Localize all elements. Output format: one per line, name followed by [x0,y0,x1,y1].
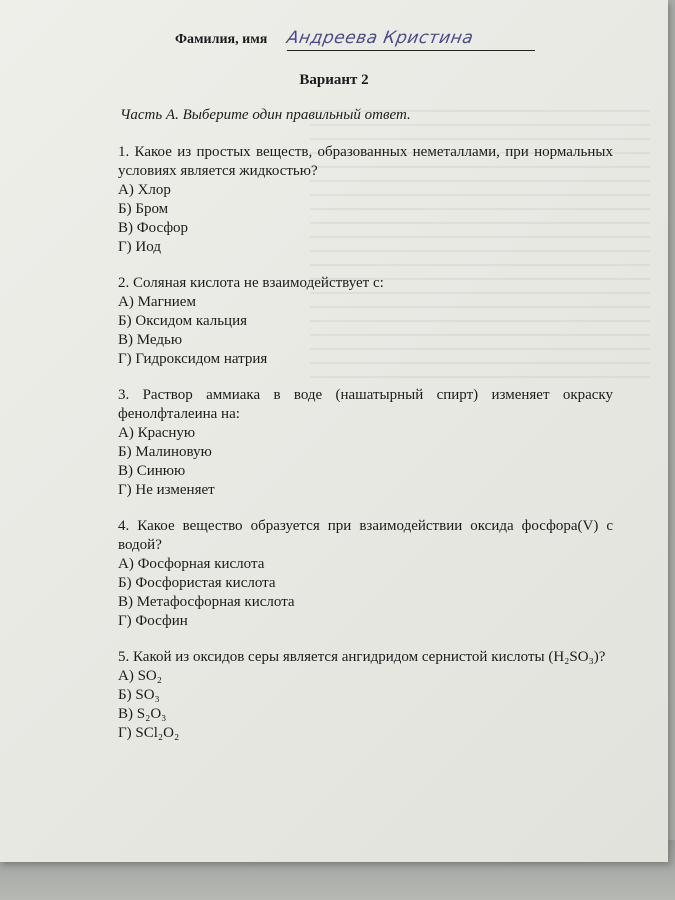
question-2 [118,274,613,369]
answer-option: А) Хлор [118,182,171,198]
answer-option: А) Магнием [118,294,196,310]
answer-option: В) S₂O₃ [118,706,167,722]
answer-option: Б) Бром [118,201,169,217]
name-label: Фамилия, имя [175,32,268,47]
question-text: 2. Соляная кислота не взаимодействует с: [118,275,384,291]
answer-option: А) Красную [118,425,196,441]
answer-option: Г) Гидроксидом натрия [118,351,268,367]
answer-option: В) Фосфор [118,220,189,236]
questions-list [118,143,613,760]
question-4 [118,517,613,631]
answer-option: А) Фосфорная кислота [118,556,265,572]
variant-title: Вариант 2 [299,72,369,88]
question-1 [118,143,613,257]
answer-option: В) Медью [118,332,183,348]
question-text: 5. Какой из оксидов серы является ангидридом сернистой кислоты (H₂SO₃)? [118,649,606,665]
answer-option: Б) SO₃ [118,687,160,703]
answer-option: Г) Не изменяет [118,482,215,498]
answer-option: Б) Малиновую [118,444,212,460]
question-5 [118,648,613,743]
part-instructions: Часть А. Выберите один правильный ответ. [120,107,411,123]
question-text: 1. Какое из простых веществ, образованных неметаллами, при нормальных условиях является жидкостью? [118,144,613,179]
question-text: 4. Какое вещество образуется при взаимодействии оксида фосфора(V) с водой? [118,518,613,553]
answer-option: Б) Фосфористая кислота [118,575,276,591]
handwritten-name: Андреева Кристина [285,28,476,48]
answer-option: В) Синюю [118,463,186,479]
answer-option: Г) SCl₂O₂ [118,725,180,741]
answer-option: В) Метафосфорная кислота [118,594,295,610]
answer-option: Г) Фосфин [118,613,188,629]
name-field [287,26,535,51]
answer-option: А) SO₂ [118,668,162,684]
question-text: 3. Раствор аммиака в воде (нашатырный спирт) изменяет окраску фенолфталеина на: [118,387,613,422]
answer-option: Г) Иод [118,239,161,255]
answer-option: Б) Оксидом кальция [118,313,248,329]
question-3 [118,386,613,500]
